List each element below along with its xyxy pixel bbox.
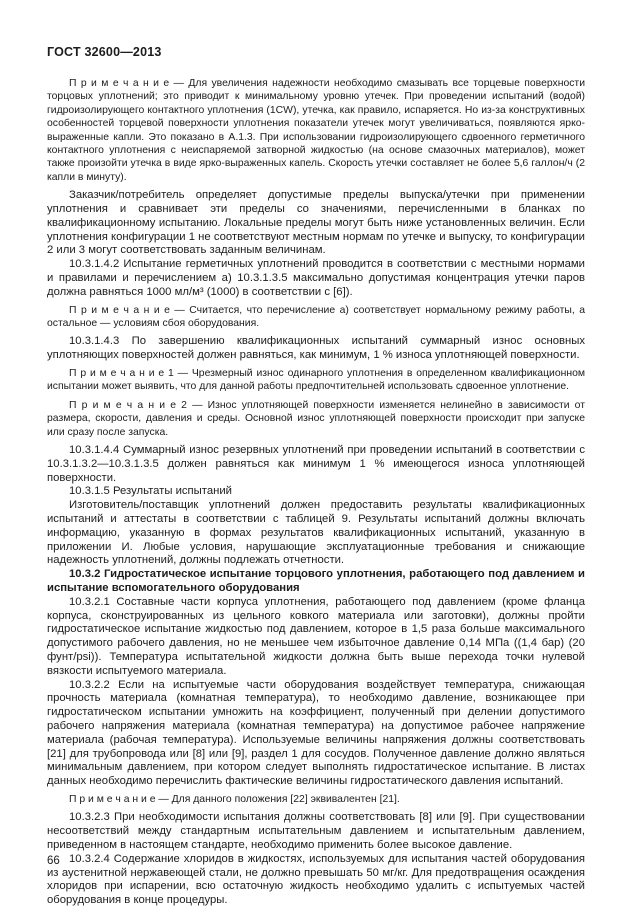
page-number: 66 [47,855,60,867]
para-test-results: Изготовитель/поставщик уплотнений должен предоставить результаты квалификационных испытаний и аттестаты в соответствии с таблицей 9. Результаты испытаний должны включать информацию, указанную в формах результатов квалификационных испытаний, указанную в приложении И. Любые условия, нарушающие эксплуатационные требования и снижающие надежность уплотнений, должны подлежать отчетности. [47,499,585,567]
note-1-excessive-wear: П р и м е ч а н и е 1 — Чрезмерный износ одинарного уплотнения в определенном квалификационном испытании может выявить, что для данной работы предпочтительней использовать сдвоенное уплотнение. [47,368,585,393]
para-10-3-2-3: 10.3.2.3 При необходимости испытания должны соответствовать [8] или [9]. При существовании несоответствий между стандартным испытательным давлением и испытательным давлением, приведенном в настоящем стандарте, необходимо применить более высокое давление. [47,811,585,851]
standard-number: ГОСТ 32600—2013 [47,45,162,59]
para-10-3-1-4-2: 10.3.1.4.2 Испытание герметичных уплотнений проводится в соответствии с местными нормами и правилами и перечислением а) 10.3.1.3.5 максимально допустимая концентрация утечки паров должна равняться 1000 мл/м³ (1000) в соответствии с [6]). [47,258,585,298]
page-content [47,45,585,908]
para-10-3-1-4-3: 10.3.1.4.3 По завершению квалификационных испытаний суммарный износ основных уплотняющих поверхностей должен равняться, как минимум, 1 % износа уплотняющей поверхности. [47,335,585,362]
note-equivalent-ref: П р и м е ч а н и е — Для данного положения [22] эквивалентен [21]. [69,793,400,805]
note-seal-lubrication: П р и м е ч а н и е — Для увеличения надежности необходимо смазывать все торцевые поверхности торцовых уплотнений; это приводит к минимальному уровню утечек. При проведении испытаний (водой) гидроизолирующего контактного уплотнения (1CW), утечка, как правило, испаряется. Но из-за конструктивных особенностей торцевой поверхности уплотнения показатели утечек могут увеличиваться, появляются ярко-выраженные капли. Это показано в А.1.3. При использовании гидроизолирующего сдвоенного герметичного контактного уплотнения с неиспаряемой затворной жидкостью (на основе смазочных материалов), может также произойти утечка в виде ярко-выраженных капель. Скорость утечки составляет не более 5,6 галлон/ч (2 капли в минуту). [47,78,585,183]
para-10-3-2-2: 10.3.2.2 Если на испытуемые части оборудования воздействует температура, снижающая прочность материала (комнатная температура), то необходимо давление, возникающее при гидростатическом испытании умножить на коэффициент, полученный при делении допустимого рабочего напряжения материала (комнатная температура) на допустимое рабочее напряжение материала (рабочая температура). Используемые величины напряжения должны соответствовать [21] для трубопровода или [8] или [9], раздел 1 для сосудов. Полученное давление должно являться минимальным давлением, при котором следует выполнять гидростатическое испытание. В листах данных необходимо перечислить фактические величины гидростатического давления испытаний. [47,678,585,788]
para-10-3-1-5-title: 10.3.1.5 Результаты испытаний [69,485,232,498]
para-10-3-2-4: 10.3.2.4 Содержание хлоридов в жидкостях, используемых для испытания частей оборудования из аустенитной нержавеющей стали, не должно превышать 50 мг/кг. Для предотвращения осаждения хлоридов при испарении, всю остаточную жидкость необходимо удалить с испытуемых частей оборудования в конце процедуры. [47,852,585,907]
heading-10-3-2: 10.3.2 Гидростатическое испытание торцового уплотнения, работающего под давлением и испытание вспомогательного оборудования [47,568,585,595]
para-10-3-1-4-4: 10.3.1.4.4 Суммарный износ резервных уплотнений при проведении испытаний в соответствии с 10.3.1.3.2—10.3.1.3.5 должен равняться как минимум 1 % имеющегося износа уплотняющей поверхности. [47,444,585,484]
para-customer-limits: Заказчик/потребитель определяет допустимые пределы выпуска/утечки при применении уплотнения и сравнивает эти пределы со значениями, перечисленными в бланках по квалификационному испытанию. Локальные пределы могут быть ниже установленных величин. Если уплотнения конфигурации 1 не соответствуют местным нормам по утечке и выпуску, то конфигурации 2 или 3 могут соответствовать заданным величинам. [47,189,585,257]
note-listing-a: П р и м е ч а н и е — Считается, что перечисление а) соответствует нормальному режиму работы, а остальное — условиям сбоя оборудования. [47,304,585,330]
para-10-3-2-1: 10.3.2.1 Составные части корпуса уплотнения, работающего под давлением (кроме фланца корпуса, сконструированных из цельного ковкого материала или заготовки), должны пройти гидростатическое испытание жидкостью под давлением, которое в 1,5 раза больше максимального допустимого рабочего давления, но не меньшее чем избыточное давление 0,14 МПа ((1,4 бар) (20 фунт/psi)). Температура испытательной жидкости должна быть выше перехода точки нулевой вязкости испытуемого материала. [47,595,585,677]
note-2-wear-nonlinear: П р и м е ч а н и е 2 — Износ уплотняющей поверхности изменяется нелинейно в зависимости от размера, скорости, давления и среды. Основной износ уплотняющей поверхности происходит при запуске или сразу после запуска. [47,399,585,438]
